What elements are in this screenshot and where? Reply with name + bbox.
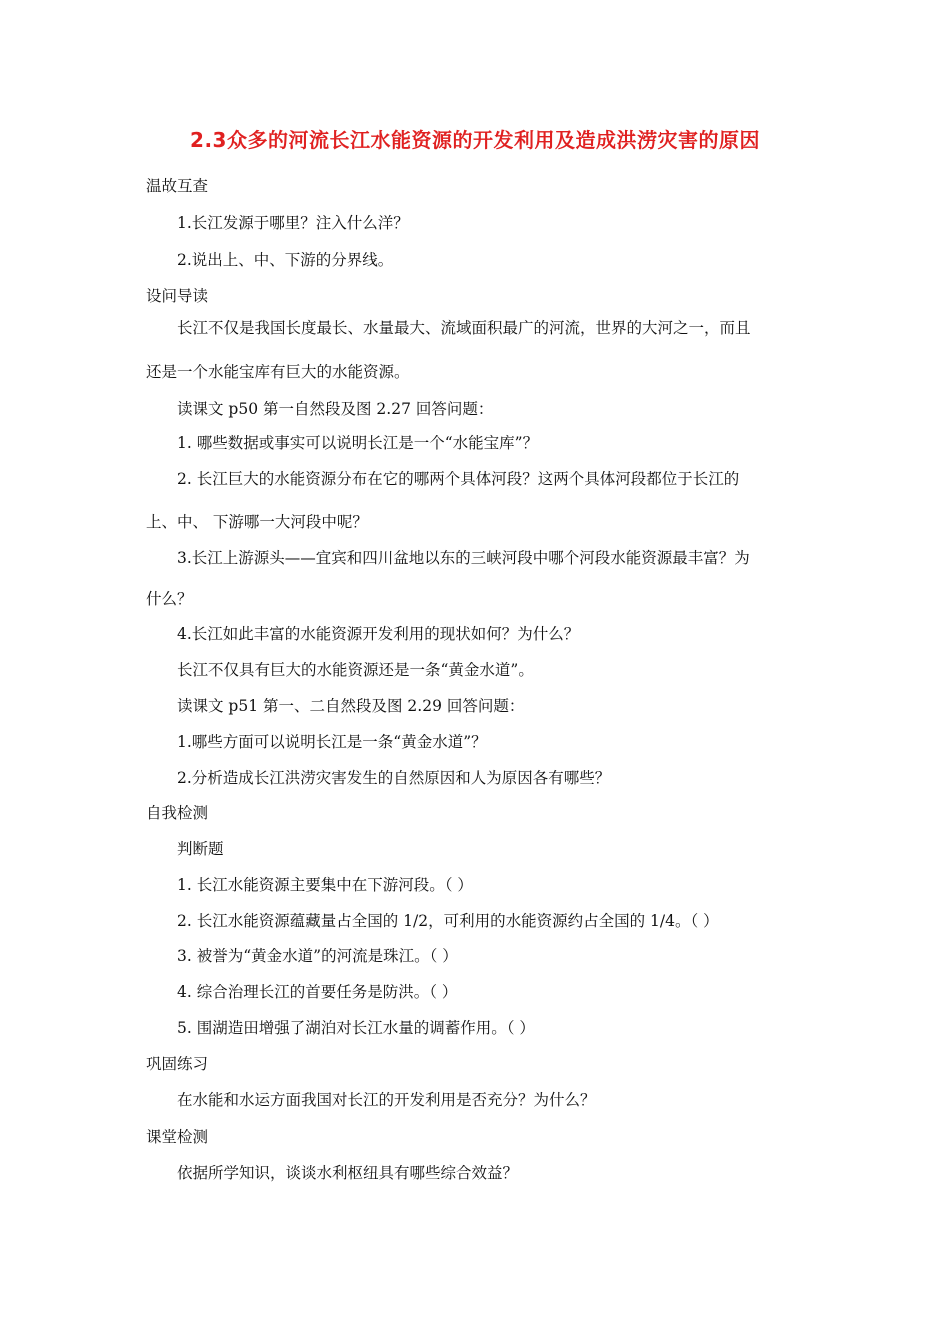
selftest-item-1: 1. 长江水能资源主要集中在下游河段。（ ）	[177, 876, 473, 894]
review-question-1: 1.长江发源于哪里？注入什么洋？	[177, 214, 409, 232]
classtest-question: 依据所学知识，谈谈水利枢纽具有哪些综合效益？	[177, 1164, 519, 1182]
guide-intro-line-2: 还是一个水能宝库有巨大的水能资源。	[146, 363, 410, 381]
guide-question-4: 4.长江如此丰富的水能资源开发利用的现状如何？为什么？	[177, 625, 580, 643]
guide-question-2-line-2: 上、中、 下游哪一大河段中呢？	[146, 513, 368, 531]
section-heading-review: 温故互查	[146, 177, 209, 195]
selftest-item-2: 2. 长江水能资源蕴藏量占全国的 1/2，可利用的水能资源约占全国的 1/4。（ ）	[177, 912, 719, 930]
practice-question: 在水能和水运方面我国对长江的开发利用是否充分？为什么？	[177, 1091, 596, 1109]
page-title: 2.3众多的河流长江水能资源的开发利用及造成洪涝灾害的原因	[190, 128, 760, 152]
review-question-2: 2.说出上、中、下游的分界线。	[177, 251, 394, 269]
section-heading-classtest: 课堂检测	[146, 1128, 209, 1146]
selftest-subheading: 判断题	[177, 840, 224, 858]
section-heading-practice: 巩固练习	[146, 1055, 209, 1073]
guide-intro-line-1: 长江不仅是我国长度最长、水量最大、流域面积最广的河流，世界的大河之一，而且	[177, 319, 751, 337]
selftest-item-5: 5. 围湖造田增强了湖泊对长江水量的调蓄作用。（ ）	[177, 1019, 535, 1037]
selftest-item-3: 3. 被誉为“黄金水道”的河流是珠江。（ ）	[177, 947, 458, 965]
guide-question-3-line-2: 什么？	[146, 590, 193, 608]
guide-golden-waterway: 长江不仅具有巨大的水能资源还是一条“黄金水道”。	[177, 661, 534, 679]
guide-question-3-line-1: 3.长江上游源头——宜宾和四川盆地以东的三峡河段中哪个河段水能资源最丰富？为	[177, 549, 750, 567]
selftest-item-4: 4. 综合治理长江的首要任务是防洪。（ ）	[177, 983, 458, 1001]
guide-question-1: 1. 哪些数据或事实可以说明长江是一个“水能宝库”？	[177, 434, 539, 452]
section-heading-guide: 设问导读	[146, 287, 209, 305]
guide-question-6: 2.分析造成长江洪涝灾害发生的自然原因和人为原因各有哪些？	[177, 769, 611, 787]
guide-question-5: 1.哪些方面可以说明长江是一条“黄金水道”？	[177, 733, 487, 751]
guide-question-2-line-1: 2. 长江巨大的水能资源分布在它的哪两个具体河段？这两个具体河段都位于长江的	[177, 470, 740, 488]
guide-read-instruction-2: 读课文 p51 第一、二自然段及图 2.29 回答问题：	[177, 697, 525, 715]
guide-read-instruction-1: 读课文 p50 第一自然段及图 2.27 回答问题：	[177, 400, 494, 418]
section-heading-selftest: 自我检测	[146, 804, 209, 822]
